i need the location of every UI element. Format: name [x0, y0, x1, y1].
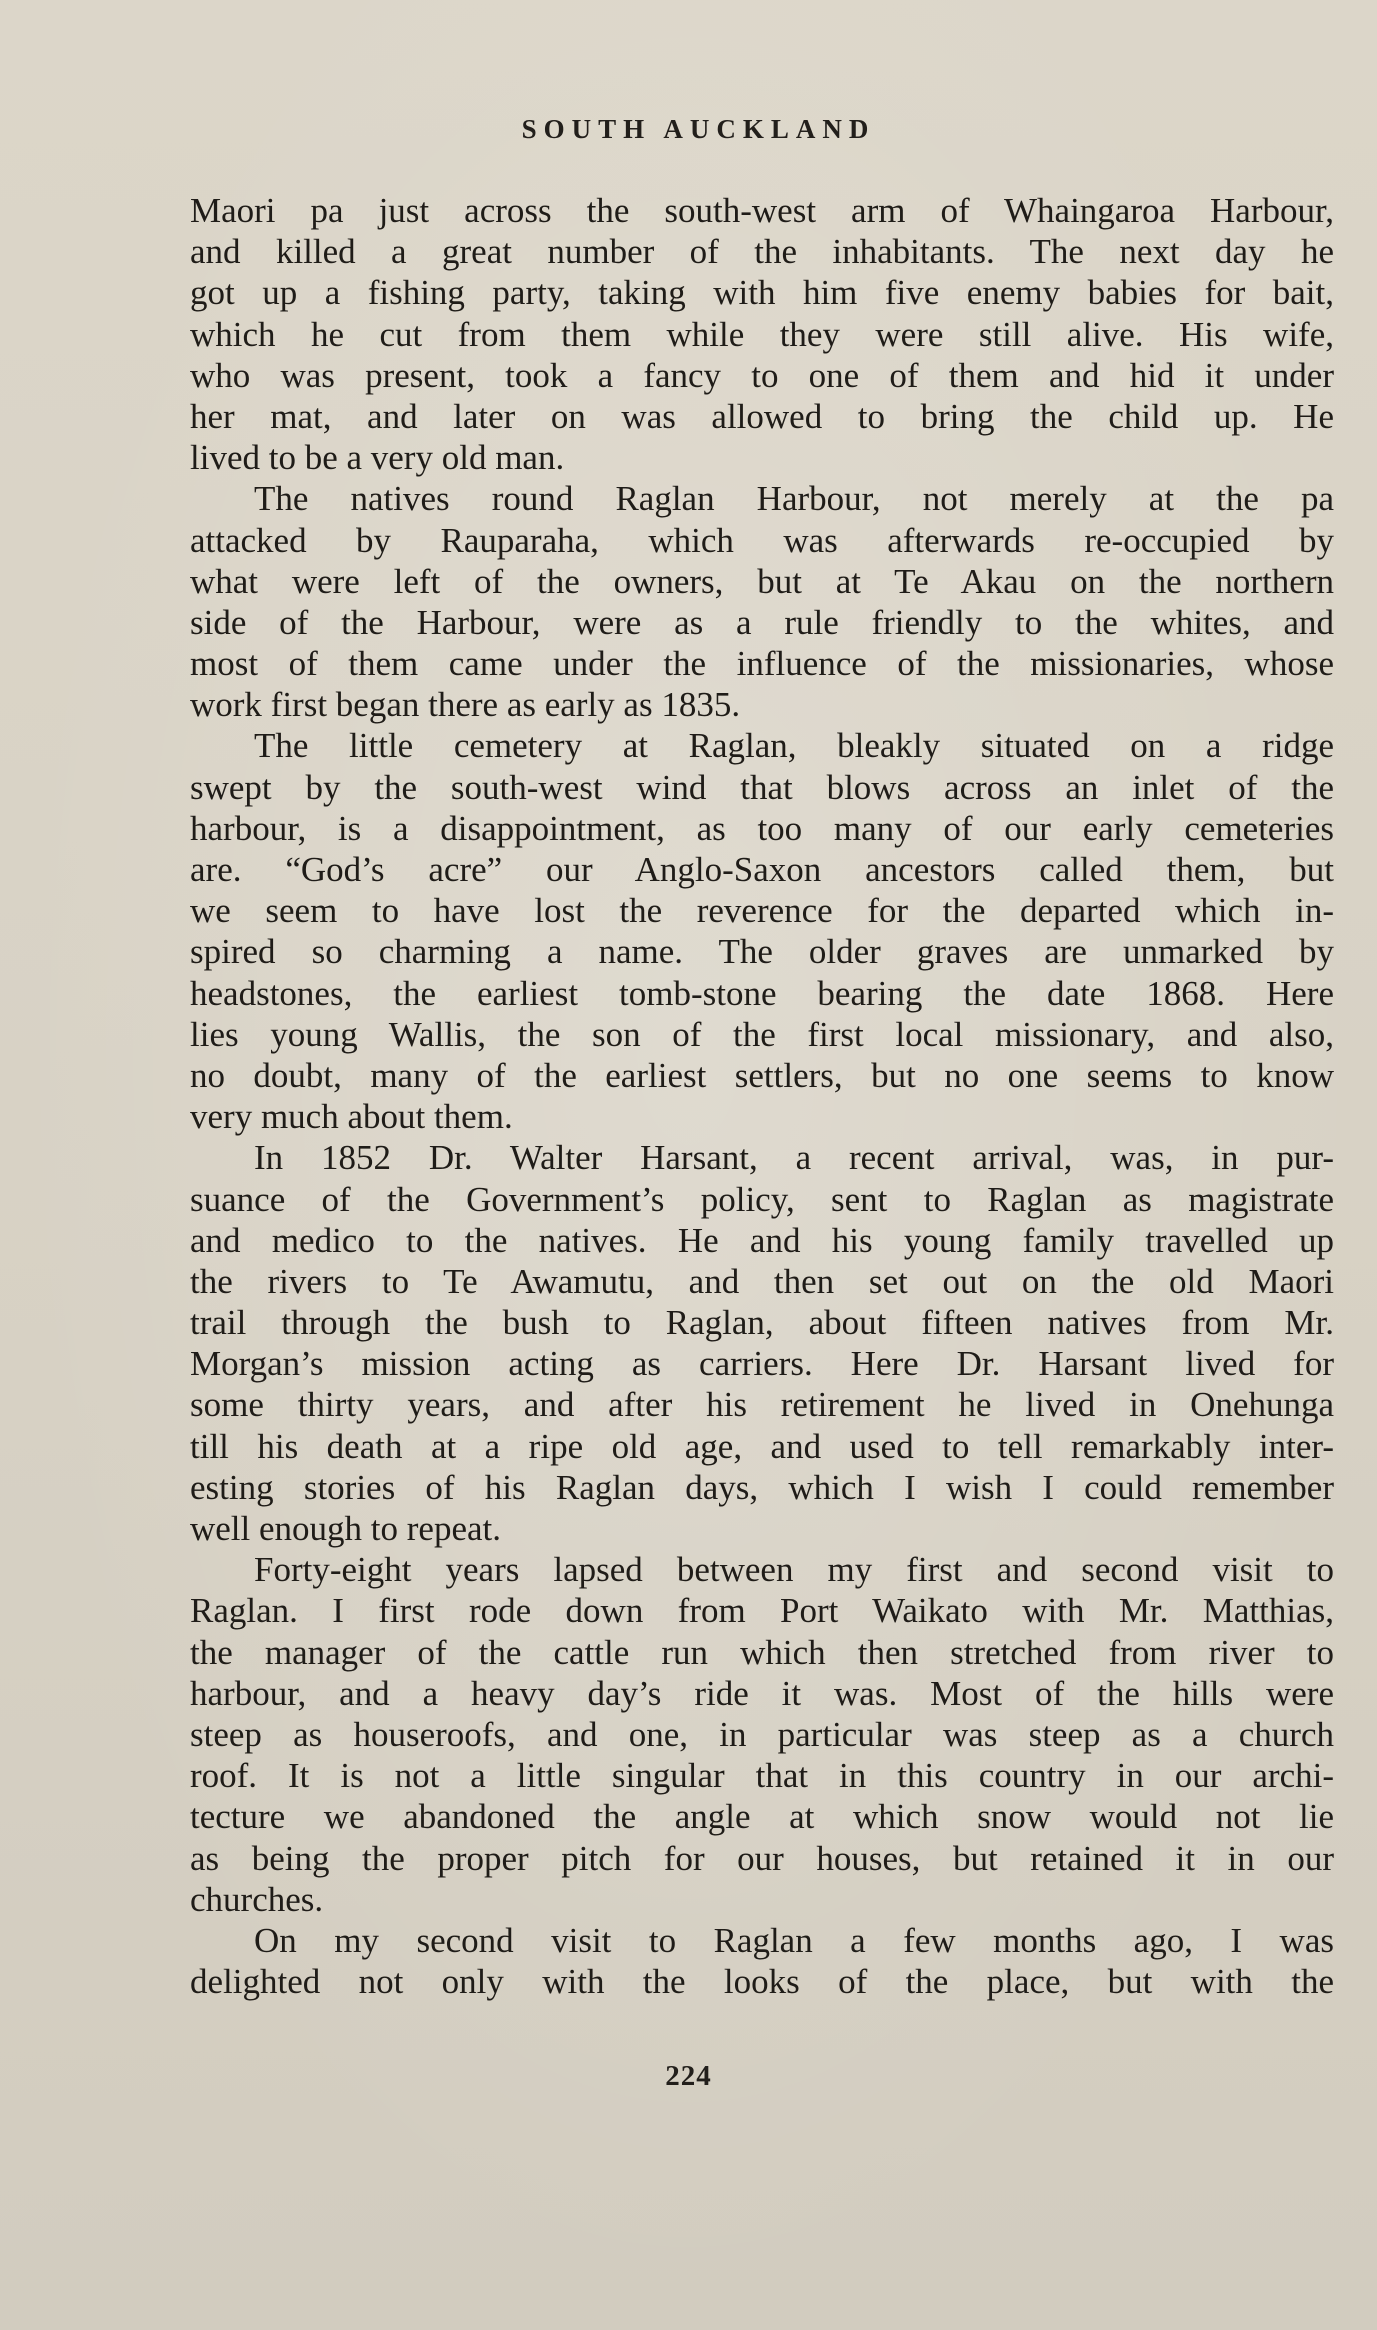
- text-line: the manager of the cattle run which then stretched from river to: [190, 1632, 1334, 1672]
- text-line: delighted not only with the looks of the place, but with the: [190, 1962, 1334, 2002]
- text-line: and killed a great number of the inhabitants. The next day he: [190, 232, 1334, 272]
- text-line: esting stories of his Raglan days, which I wish I could remember: [190, 1467, 1334, 1507]
- text-line: some thirty years, and after his retirement he lived in Onehunga: [190, 1385, 1334, 1425]
- text-line: harbour, is a disappointment, as too many of our early cemeteries: [190, 808, 1334, 848]
- text-line: who was present, took a fancy to one of them and hid it under: [190, 355, 1334, 395]
- text-line: Forty-eight years lapsed between my first and second visit to: [254, 1550, 1334, 1590]
- text-line: what were left of the owners, but at Te Akau on the northern: [190, 561, 1334, 601]
- text-line: On my second visit to Raglan a few months ago, I was: [254, 1920, 1334, 1960]
- text-line: swept by the south-west wind that blows across an inlet of the: [190, 767, 1334, 807]
- text-line: suance of the Government’s policy, sent to Raglan as magistrate: [190, 1179, 1334, 1219]
- text-line: her mat, and later on was allowed to bring the child up. He: [190, 396, 1334, 436]
- text-line: steep as houseroofs, and one, in particular was steep as a church: [190, 1714, 1334, 1754]
- text-line: well enough to repeat.: [190, 1509, 502, 1548]
- page-number: 224: [665, 2060, 712, 2092]
- text-line: are. “God’s acre” our Anglo-Saxon ancestors called them, but: [190, 850, 1334, 889]
- text-line: got up a fishing party, taking with him five enemy babies for bait,: [190, 273, 1334, 313]
- text-line: lived to be a very old man.: [190, 438, 565, 478]
- text-line: work first began there as early as 1835.: [190, 685, 741, 725]
- body-text: [190, 190, 1334, 2002]
- text-line: and medico to the natives. He and his young family travelled up: [190, 1220, 1334, 1260]
- text-line: side of the Harbour, were as a rule friendly to the whites, and: [190, 602, 1334, 642]
- text-line: harbour, and a heavy day’s ride it was. Most of the hills were: [190, 1673, 1334, 1713]
- text-line: Maori pa just across the south-west arm of Whaingaroa Harbour,: [190, 191, 1334, 230]
- text-line: the rivers to Te Awamutu, and then set out on the old Maori: [190, 1261, 1334, 1301]
- text-line: most of them came under the influence of the missionaries, whose: [190, 644, 1334, 684]
- text-line: very much about them.: [190, 1097, 513, 1137]
- text-line: churches.: [190, 1879, 324, 1919]
- text-line: The natives round Raglan Harbour, not merely at the pa: [254, 479, 1334, 519]
- text-line: The little cemetery at Raglan, bleakly situated on a ridge: [254, 726, 1334, 766]
- text-line: spired so charming a name. The older graves are unmarked by: [190, 932, 1334, 972]
- text-line: tecture we abandoned the angle at which snow would not lie: [190, 1797, 1334, 1837]
- text-line: attacked by Rauparaha, which was afterwards re-occupied by: [190, 520, 1334, 560]
- text-line: roof. It is not a little singular that in this country in our archi-: [190, 1756, 1334, 1796]
- text-line: we seem to have lost the reverence for the departed which in-: [190, 891, 1334, 931]
- text-line: Morgan’s mission acting as carriers. Here Dr. Harsant lived for: [190, 1344, 1334, 1384]
- text-line: In 1852 Dr. Walter Harsant, a recent arrival, was, in pur-: [254, 1138, 1334, 1178]
- running-head: SOUTH AUCKLAND: [521, 114, 876, 144]
- text-line: lies young Wallis, the son of the first local missionary, and also,: [190, 1014, 1334, 1054]
- text-line: as being the proper pitch for our houses, but retained it in our: [190, 1838, 1334, 1878]
- text-line: Raglan. I first rode down from Port Waikato with Mr. Matthias,: [190, 1591, 1334, 1631]
- text-line: no doubt, many of the earliest settlers, but no one seems to know: [190, 1055, 1334, 1095]
- text-line: which he cut from them while they were still alive. His wife,: [190, 314, 1334, 354]
- text-line: headstones, the earliest tomb-stone bearing the date 1868. Here: [190, 973, 1334, 1013]
- text-line: till his death at a ripe old age, and used to tell remarkably inter-: [190, 1426, 1334, 1466]
- text-line: trail through the bush to Raglan, about fifteen natives from Mr.: [190, 1303, 1334, 1343]
